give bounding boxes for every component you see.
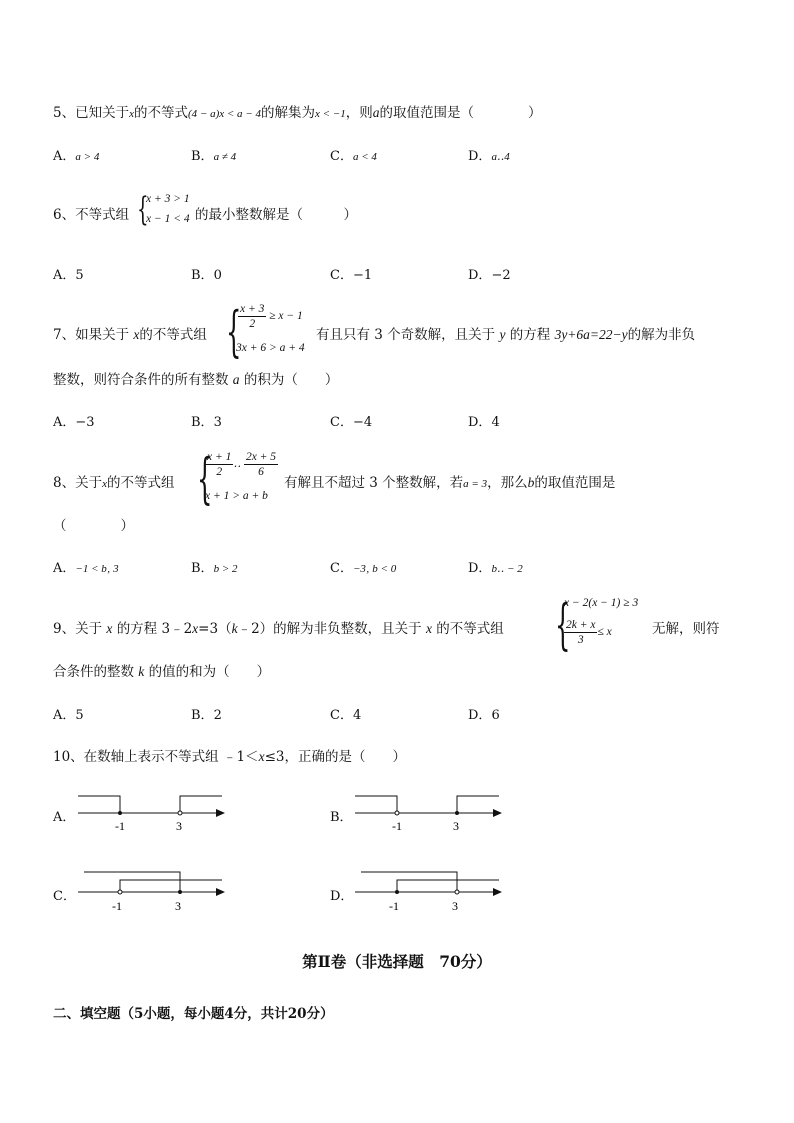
option-value: a‥4	[491, 151, 510, 163]
axis-arrow-icon	[216, 809, 225, 817]
q6-prefix: 6、不等式组	[53, 207, 130, 223]
q7-var-x: x	[133, 327, 140, 342]
right-ray	[457, 796, 499, 813]
option-label: B．	[191, 268, 214, 283]
q10-option-c-label[interactable]: C．	[53, 889, 76, 904]
tick-label-left: -1	[392, 819, 402, 833]
option-label: A．	[53, 561, 76, 576]
option-label: C．	[330, 268, 353, 283]
q8-text-start	[53, 471, 174, 491]
q9-var-x2: x	[425, 621, 432, 636]
q10-text	[53, 745, 406, 765]
q9-option-c[interactable]	[330, 704, 361, 723]
q10-option-d-label[interactable]: D．	[330, 889, 354, 904]
q10-var-x: x	[258, 749, 265, 764]
open-point	[455, 890, 459, 894]
q10-option-a-label[interactable]: A．	[53, 810, 76, 825]
q8-text1: 有解且不超过 3 个整数解，若	[284, 475, 464, 491]
q10-option-a-numberline[interactable]	[74, 788, 234, 836]
q10-option-b-numberline[interactable]	[351, 788, 511, 836]
q7-brace-icon: {	[226, 300, 242, 363]
q10-prefix: 10、在数轴上表示不等式组 ﹣1＜	[53, 749, 259, 765]
q9-var-k: k	[231, 621, 238, 636]
option-label: C．	[330, 708, 353, 723]
q6-option-c[interactable]	[330, 264, 372, 283]
q7-var-y: y	[499, 327, 506, 342]
option-value: a ≠ 4	[213, 151, 237, 163]
option-value: b‥ − 2	[491, 563, 523, 575]
q6-suffix: 的最小整数解是（ ）	[195, 207, 357, 223]
question-5	[53, 101, 541, 121]
q8-f1-den: 2	[216, 466, 223, 478]
q9-text1d: ﹣2）的解为非负整数，且关于	[237, 621, 422, 637]
q9-fraction	[564, 618, 597, 647]
q9-var-x: x	[106, 621, 113, 636]
option-value: −1 < b‚ 3	[75, 563, 119, 575]
q9-text-start	[53, 617, 504, 637]
q8-condition: a = 3	[463, 478, 488, 490]
q8-var-x: x	[102, 478, 107, 490]
q7-text1: 有且只有 3 个奇数解，且关于	[316, 327, 496, 343]
option-label: D．	[468, 149, 492, 164]
option-value: 4	[491, 415, 500, 430]
q9-text1: 的方程 3﹣2	[116, 621, 193, 637]
q8-option-b[interactable]	[191, 557, 238, 576]
q7-inequality-1	[238, 302, 303, 331]
q8-text3: 的取值范围是	[534, 475, 616, 491]
option-value: −3‚ b < 0	[352, 563, 397, 575]
option-label: D．	[468, 268, 492, 283]
q6-option-b[interactable]	[191, 264, 222, 283]
q9-inequality-2	[564, 618, 612, 647]
q5-option-c[interactable]	[330, 145, 377, 164]
option-value: 0	[213, 268, 222, 283]
axis-arrow-icon	[216, 888, 225, 896]
option-value: a < 4	[352, 151, 377, 163]
q10-option-d-numberline[interactable]	[351, 866, 511, 916]
left-ray	[361, 872, 457, 892]
q8-option-d[interactable]	[468, 557, 523, 576]
q7-prefix: 7、如果关于	[53, 327, 130, 343]
q7-rhs: ≥ x − 1	[269, 310, 303, 323]
option-label: A．	[53, 415, 76, 430]
tick-label-left: -1	[389, 899, 399, 913]
option-value: −4	[352, 415, 373, 430]
q7-text-start	[53, 323, 207, 343]
q8-f2-den: 6	[258, 466, 264, 478]
option-label: A．	[53, 708, 76, 723]
q8-paren: （ ）	[53, 518, 134, 534]
option-label: B．	[191, 708, 214, 723]
q7-text2: 的方程	[509, 327, 551, 343]
q6-line2: x − 1 < 4	[146, 213, 190, 225]
q7-option-d[interactable]	[468, 411, 500, 430]
axis-arrow-icon	[493, 888, 502, 896]
q8-fraction-1	[205, 450, 233, 479]
q7-fraction	[238, 302, 266, 331]
solid-point	[118, 811, 122, 815]
q7-option-a[interactable]	[53, 411, 95, 430]
q7-option-c[interactable]	[330, 411, 372, 430]
q9-line2-a: 合条件的整数	[53, 664, 134, 680]
q8-relation: ‥	[233, 458, 242, 471]
option-label: A．	[53, 268, 76, 283]
option-value: −1	[352, 268, 373, 283]
q5-var-x: x	[129, 108, 134, 120]
tick-label-right: 3	[452, 899, 458, 913]
q8-text2: ，那么	[487, 475, 528, 491]
q5-suffix: 的取值范围是（ ）	[379, 105, 542, 121]
q7-line-2	[53, 368, 338, 388]
q7-mid: 的不等式组	[139, 327, 207, 343]
option-label: B．	[191, 415, 214, 430]
q7-text-end	[316, 323, 695, 343]
option-label: C．	[330, 415, 353, 430]
q8-var-b: b	[527, 475, 535, 490]
q10-option-b-label[interactable]: B．	[330, 810, 353, 825]
q8-prefix: 8、关于	[53, 475, 103, 491]
option-label: C．	[330, 149, 353, 164]
q9-option-a[interactable]	[53, 704, 84, 723]
q7-equation: 3y+6a=22−y	[554, 327, 628, 342]
part-heading: 二、填空题（5小题，每小题4分，共计20分）	[53, 1006, 334, 1022]
q9-brace-icon: {	[555, 593, 571, 656]
solid-point	[395, 890, 399, 894]
option-label: D．	[468, 561, 492, 576]
q8-brace-icon: {	[197, 447, 213, 510]
tick-label-left: -1	[112, 899, 122, 913]
left-ray	[78, 796, 120, 813]
open-point	[395, 811, 399, 815]
section-title: 第Ⅱ卷（非选择题 70分）	[302, 952, 492, 971]
q9-text1c: =3（	[198, 621, 232, 637]
q8-option-a[interactable]	[53, 557, 119, 576]
q9-line-2	[53, 660, 270, 680]
q5-option-b[interactable]	[191, 145, 236, 164]
q5-mid1: 的不等式	[133, 105, 188, 121]
open-point	[118, 890, 122, 894]
q6-line1: x + 3 > 1	[146, 193, 190, 205]
q5-option-a[interactable]	[53, 145, 99, 164]
solid-point	[178, 890, 182, 894]
left-ray	[355, 796, 397, 813]
q6-option-d[interactable]	[468, 264, 511, 283]
q7-line2-a: 整数，则符合条件的所有整数	[53, 372, 229, 388]
right-ray	[180, 796, 222, 813]
option-label: D．	[468, 708, 492, 723]
q5-solution: x < −1	[314, 108, 346, 120]
q7-text3: 的解为非负	[627, 327, 696, 343]
q9-line1: x − 2(x − 1) ≥ 3	[564, 597, 639, 609]
q8-option-c[interactable]	[330, 557, 396, 576]
q5-var-a: a	[372, 105, 380, 120]
option-value: 5	[75, 708, 84, 723]
option-value: 6	[491, 708, 500, 723]
right-ray	[120, 880, 222, 892]
q5-mid2: 的解集为	[260, 105, 315, 121]
q7-var-a: a	[232, 372, 240, 387]
q8-f1-num: x + 1	[207, 451, 232, 463]
q8-fraction-2	[244, 450, 278, 479]
q7-denominator: 2	[249, 318, 256, 330]
option-label: B．	[191, 149, 214, 164]
left-ray	[84, 872, 180, 892]
q7-numerator: x + 3	[240, 303, 265, 315]
open-point	[178, 811, 182, 815]
right-ray	[397, 880, 499, 892]
option-label: C．	[330, 561, 353, 576]
q8-f2-num: 2x + 5	[245, 451, 277, 463]
q7-line2: 3x + 6 > a + 4	[236, 342, 305, 354]
q9-line2-b: 的值的和为（ ）	[148, 664, 271, 680]
option-value: −3	[75, 415, 95, 430]
q7-line2-b: 的积为（ ）	[243, 372, 339, 388]
q10-suffix: ≤3，正确的是（ ）	[264, 749, 406, 765]
q9-f-num: 2k + x	[566, 619, 596, 631]
q9-option-b[interactable]	[191, 704, 222, 723]
q8-text-end	[284, 471, 615, 491]
q5-prefix: 5、已知关于	[53, 105, 130, 121]
q9-text1b: x	[192, 621, 199, 636]
tick-label-right: 3	[175, 899, 181, 913]
q6-brace-icon: {	[137, 189, 149, 228]
q5-mid3: ，则	[345, 105, 373, 121]
option-value: b > 2	[213, 563, 238, 575]
option-value: 3	[213, 415, 222, 430]
option-label: D．	[468, 415, 492, 430]
q5-inequality: (4 − a)x < a − 4	[187, 108, 261, 120]
q9-option-d[interactable]	[468, 704, 500, 723]
option-value: 2	[213, 708, 222, 723]
q8-line2: x + 1 > a + b	[205, 490, 268, 502]
q9-prefix: 9、关于	[53, 621, 103, 637]
option-value: −2	[491, 268, 511, 283]
option-value: a > 4	[75, 151, 100, 163]
q8-mid: 的不等式组	[106, 475, 175, 491]
q5-option-d[interactable]	[468, 145, 510, 164]
axis-arrow-icon	[493, 809, 502, 817]
tick-label-left: -1	[115, 819, 125, 833]
option-label: A．	[53, 149, 76, 164]
q9-f-den: 3	[577, 634, 584, 646]
option-value: 5	[75, 268, 84, 283]
q10-option-c-numberline[interactable]	[74, 866, 234, 916]
q9-line2-var-k: k	[138, 664, 145, 679]
option-label: B．	[191, 561, 214, 576]
q6-option-a[interactable]	[53, 264, 84, 283]
q9-relation: ≤ x	[597, 626, 612, 639]
tick-label-right: 3	[453, 819, 459, 833]
q7-option-b[interactable]	[191, 411, 222, 430]
solid-point	[455, 811, 459, 815]
tick-label-right: 3	[176, 819, 182, 833]
option-value: 4	[352, 708, 362, 723]
q8-inequality-1	[205, 450, 278, 479]
q9-text1e: 的不等式组	[436, 621, 504, 637]
q9-text2: 无解，则符	[652, 621, 720, 637]
